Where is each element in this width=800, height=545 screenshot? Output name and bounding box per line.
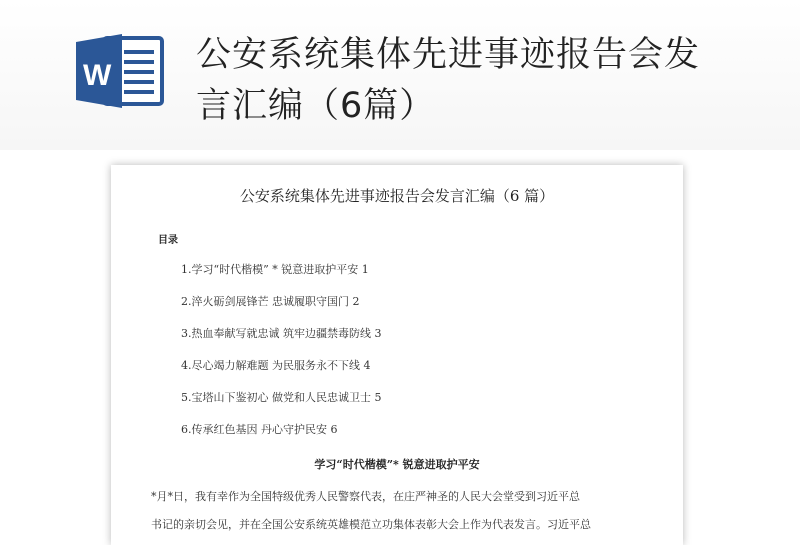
word-doc-icon — [76, 32, 164, 110]
toc-item: 2.淬火砺剑展锋芒 忠诚履职守国门 2 — [181, 295, 360, 308]
toc-item: 3.热血奉献写就忠诚 筑牢边疆禁毒防线 3 — [181, 327, 382, 340]
toc-item: 5.宝塔山下鉴初心 做党和人民忠诚卫士 5 — [181, 391, 382, 404]
body-text-line: 书记的亲切会见，并在全国公安系统英雄模范立功集体表彰大会上作为代表发言。习近平总 — [151, 518, 591, 531]
title-line-1: 公安系统集体先进事迹报告会发 — [196, 35, 701, 75]
toc-item: 4.尽心竭力解难题 为民服务永不下线 4 — [181, 359, 371, 372]
document-title: 公安系统集体先进事迹报告会发言汇编（6 篇） — [239, 187, 555, 205]
svg-text:W: W — [83, 59, 112, 92]
page-title — [196, 30, 756, 132]
toc-item: 1.学习“时代楷模” * 锐意进取护平安 1 — [181, 263, 369, 276]
body-text-line: *月*日，我有幸作为全国特级优秀人民警察代表，在庄严神圣的人民大会堂受到习近平总 — [151, 490, 580, 503]
toc-label: 目录 — [158, 235, 178, 246]
toc-item: 6.传承红色基因 丹心守护民安 6 — [181, 423, 338, 436]
document-preview — [111, 165, 683, 545]
section-title: 学习“时代楷模”* 锐意进取护平安 — [314, 458, 480, 471]
title-line-2: 言汇编（6篇） — [196, 86, 436, 126]
banner-header — [0, 0, 800, 150]
